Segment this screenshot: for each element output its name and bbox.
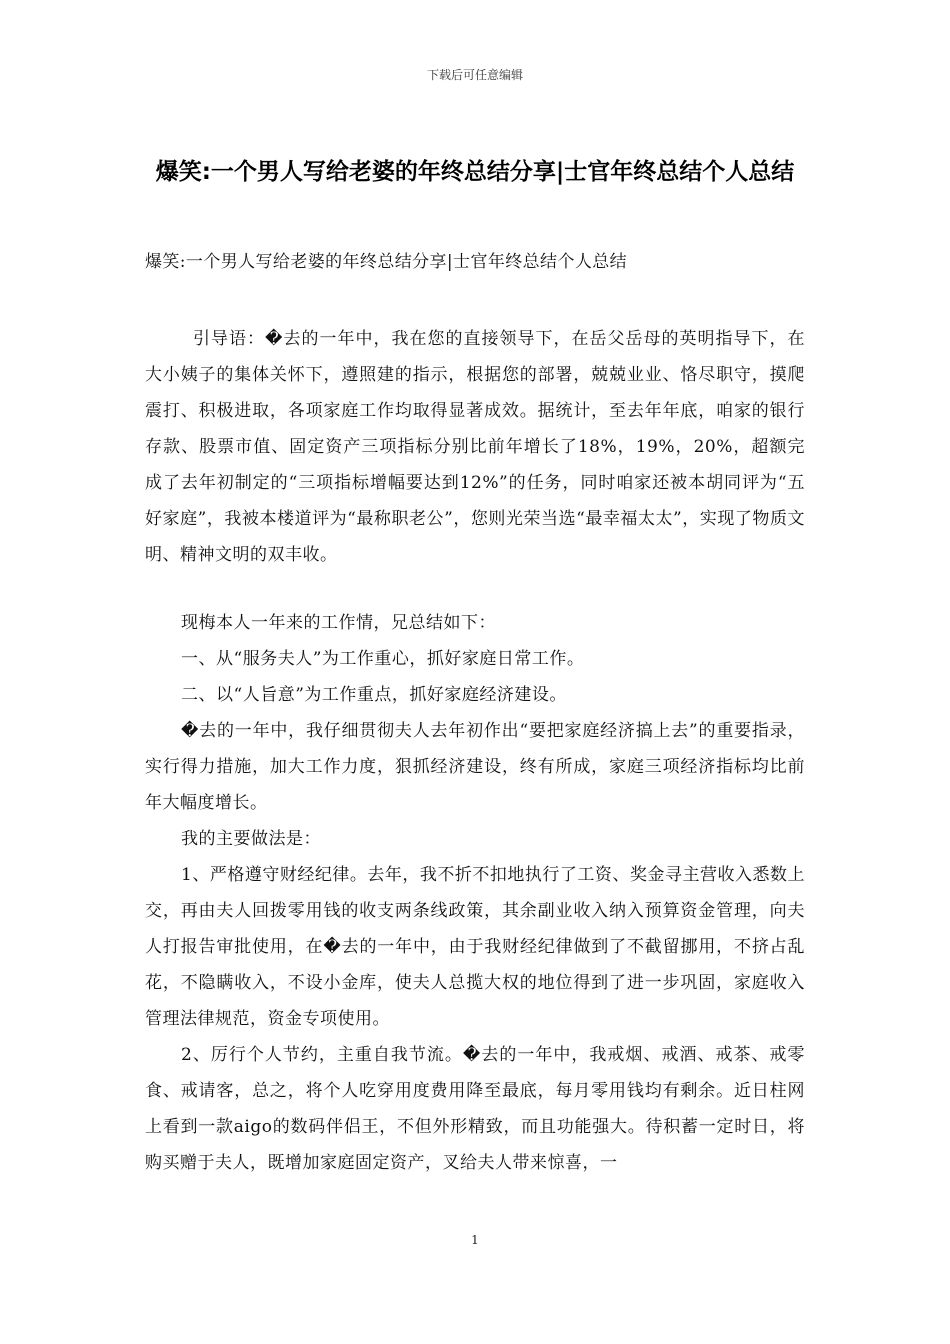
header-note: 下载后可任意编辑 (426, 68, 523, 82)
document-body (145, 321, 805, 1181)
paragraph-methods-lead: 我的主要做法是： (181, 829, 321, 849)
paragraph-intro: 引导语：�去的一年中，我在您的直接领导下，在岳父岳母的英明指导下，在大小姨子的集体关怀下，遵照建的指示，根据您的部署，兢兢业业、恪尽职守，摸爬震打、积极进取，各项家庭工作均取得显著成效。据统计，至去年年底，咱家的银行存款、股票市值、固定资产三项指标分别比前年增长了18%，19%，20%，超额完成了去年初制定的“三项指标增幅要达到12%”的任务，同时咱家还被本胡同评为“五好家庭”，我被本楼道评为“最称职老公”，您则光荣当选“最幸福太太”，实现了物质文明、精神文明的双丰收。 (145, 329, 805, 565)
document-subtitle: 爆笑:一个男人写给老婆的年终总结分享|士官年终总结个人总结 (145, 252, 628, 272)
paragraph-economy: �去的一年中，我仔细贯彻夫人去年初作出“要把家庭经济搞上去”的重要指录，实行得力措施，加大工作力度，狠抓经济建设，终有所成，家庭三项经济指标均比前年大幅度增长。 (145, 721, 805, 813)
page-number: 1 (471, 1233, 479, 1247)
document-title: 爆笑:一个男人写给老婆的年终总结分享|士官年终总结个人总结 (155, 159, 795, 185)
paragraph-point-one: 一、从“服务夫人”为工作重心，抓好家庭日常工作。 (181, 649, 585, 669)
paragraph-point-two: 二、以“人旨意”为工作重点，抓好家庭经济建设。 (181, 685, 567, 705)
paragraph-gap (145, 573, 805, 605)
paragraph-method-two: 2、厉行个人节约，主重自我节流。�去的一年中，我戒烟、戒酒、戒茶、戒零食、戒请客，总之，将个人吃穿用度费用降至最底，每月零用钱均有剩余。近日柱网上看到一款aigo的数码伴侣王，不但外形精致，而且功能强大。待积蓄一定时日，将购买赠于夫人，既增加家庭固定资产，叉给夫人带来惊喜，一 (145, 1045, 805, 1173)
paragraph-method-one: 1、严格遵守财经纪律。去年，我不折不扣地执行了工资、奖金寻主营收入悉数上交，再由夫人回拨零用钱的收支两条线政策，其余副业收入纳入预算资金管理，向夫人打报告审批使用，在�去的一年中，由于我财经纪律做到了不截留挪用，不挤占乱花，不隐瞒收入，不设小金库，使夫人总揽大权的地位得到了进一步巩固，家庭收入管理法律规范，资金专项使用。 (145, 865, 805, 1029)
paragraph-summary-lead: 现梅本人一年来的工作情，兄总结如下： (181, 613, 496, 633)
